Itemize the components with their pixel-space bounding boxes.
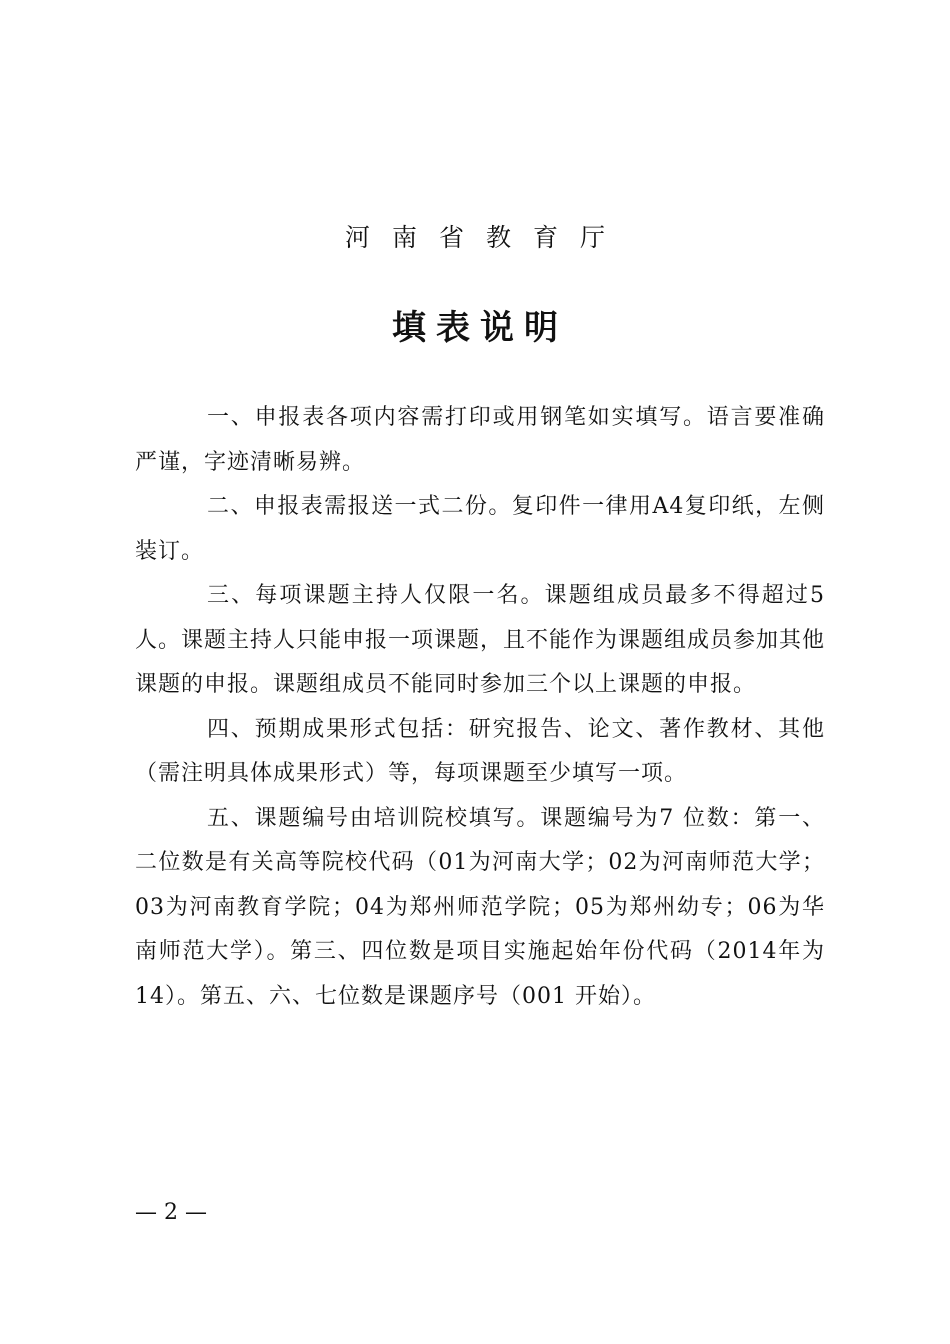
instruction-paragraph-5: 五、课题编号由培训院校填写。课题编号为7 位数：第一、二位数是有关高等院校代码（01为河南大学；02为河南师范大学；03为河南教育学院；04为郑州师范学院；05为郑州幼专；06为华南师范大学）。第三、四位数是项目实施起始年份代码（2014年为14）。第五、六、七位数是课题序号（001 开始）。 [135,805,825,1009]
instruction-paragraph-2: 二、申报表需报送一式二份。复印件一律用A4复印纸，左侧装订。 [135,494,825,564]
organization-title: 河南省教育厅 [344,223,627,252]
instruction-paragraph-3: 三、每项课题主持人仅限一名。课题组成员最多不得超过5 人。课题主持人只能申报一项课题，且不能作为课题组成员参加其他课题的申报。课题组成员不能同时参加三个以上课题的申报。 [135,583,826,697]
page-number: — 2 — [135,1200,207,1225]
instruction-paragraph-4: 四、预期成果形式包括：研究报告、论文、著作教材、其他（需注明具体成果形式）等，每项课题至少填写一项。 [135,716,825,786]
document-title: 填表说明 [392,308,568,348]
instructions-body [135,396,825,1019]
instruction-paragraph-1: 一、申报表各项内容需打印或用钢笔如实填写。语言要准确严谨，字迹清晰易辨。 [135,405,825,475]
